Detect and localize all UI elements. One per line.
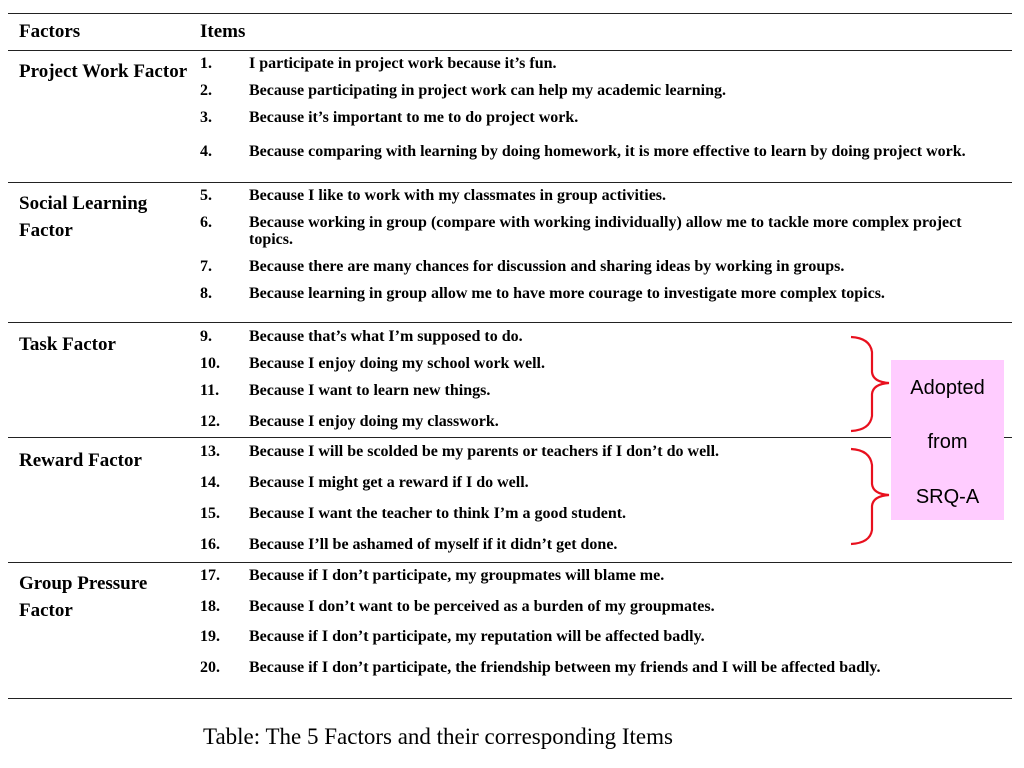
factor-label: Social Learning Factor xyxy=(19,193,148,241)
item-text: Because I might get a reward if I do well. xyxy=(249,474,529,491)
item-text: Because if I don’t participate, my reputation will be affected badly. xyxy=(249,628,705,645)
item-number: 3. xyxy=(200,109,212,126)
item-number: 18. xyxy=(200,598,220,615)
item-number: 5. xyxy=(200,187,212,204)
item-number: 6. xyxy=(200,214,212,231)
item-number: 16. xyxy=(200,536,220,553)
item-number: 19. xyxy=(200,628,220,645)
item-text: Because that’s what I’m supposed to do. xyxy=(249,328,523,345)
item-text: Because I don’t want to be perceived as a burden of my groupmates. xyxy=(249,598,715,615)
item-number: 2. xyxy=(200,82,212,99)
callout-line-srq-a: SRQ-A xyxy=(915,486,980,508)
item-text: Because I want the teacher to think I’m a good student. xyxy=(249,505,627,522)
callout-line-from: from xyxy=(927,431,968,453)
item-number: 13. xyxy=(200,443,220,460)
item-text: Because working in group (compare with working individually) allow me to tackle more complex project topics. xyxy=(249,214,962,248)
item-number: 15. xyxy=(200,505,220,522)
item-text: I participate in project work because it’s fun. xyxy=(249,55,557,72)
item-number: 10. xyxy=(200,355,220,372)
factor-label: Reward Factor xyxy=(19,450,142,471)
item-number: 1. xyxy=(200,55,212,72)
item-number: 12. xyxy=(200,413,220,430)
item-text: Because I’ll be ashamed of myself if it didn’t get done. xyxy=(249,536,618,553)
item-text: Because if I don’t participate, my groupmates will blame me. xyxy=(249,567,665,584)
item-text: Because it’s important to me to do project work. xyxy=(249,109,579,126)
factors-column-header: Factors xyxy=(19,21,81,42)
table-caption: Table: The 5 Factors and their corresponding Items xyxy=(203,724,673,749)
item-number: 9. xyxy=(200,328,212,345)
factor-label: Group Pressure Factor xyxy=(19,573,148,621)
item-number: 14. xyxy=(200,474,220,491)
item-number: 7. xyxy=(200,258,212,275)
item-number: 8. xyxy=(200,285,212,302)
item-number: 20. xyxy=(200,659,220,676)
item-text: Because if I don’t participate, the friendship between my friends and I will be affected badly. xyxy=(249,659,881,676)
brace-reward-factor xyxy=(851,449,889,544)
item-text: Because I enjoy doing my school work well. xyxy=(249,355,545,372)
item-text: Because I will be scolded be my parents or teachers if I don’t do well. xyxy=(249,443,720,460)
item-text: Because comparing with learning by doing homework, it is more effective to learn by doing project work. xyxy=(249,143,966,160)
item-text: Because participating in project work can help my academic learning. xyxy=(249,82,726,99)
item-text: Because I enjoy doing my classwork. xyxy=(249,413,499,430)
factor-label: Task Factor xyxy=(19,334,116,355)
item-text: Because I want to learn new things. xyxy=(249,382,491,399)
item-text: Because I like to work with my classmates in group activities. xyxy=(249,187,667,204)
item-number: 11. xyxy=(200,382,220,399)
item-number: 17. xyxy=(200,567,220,584)
brace-task-factor xyxy=(851,337,889,431)
items-column-header: Items xyxy=(200,21,246,42)
item-number: 4. xyxy=(200,143,212,160)
factor-label: Project Work Factor xyxy=(19,61,188,82)
callout-line-adopted: Adopted xyxy=(910,377,985,399)
item-text: Because there are many chances for discussion and sharing ideas by working in groups. xyxy=(249,258,845,275)
item-text: Because learning in group allow me to have more courage to investigate more complex topics. xyxy=(249,285,885,302)
